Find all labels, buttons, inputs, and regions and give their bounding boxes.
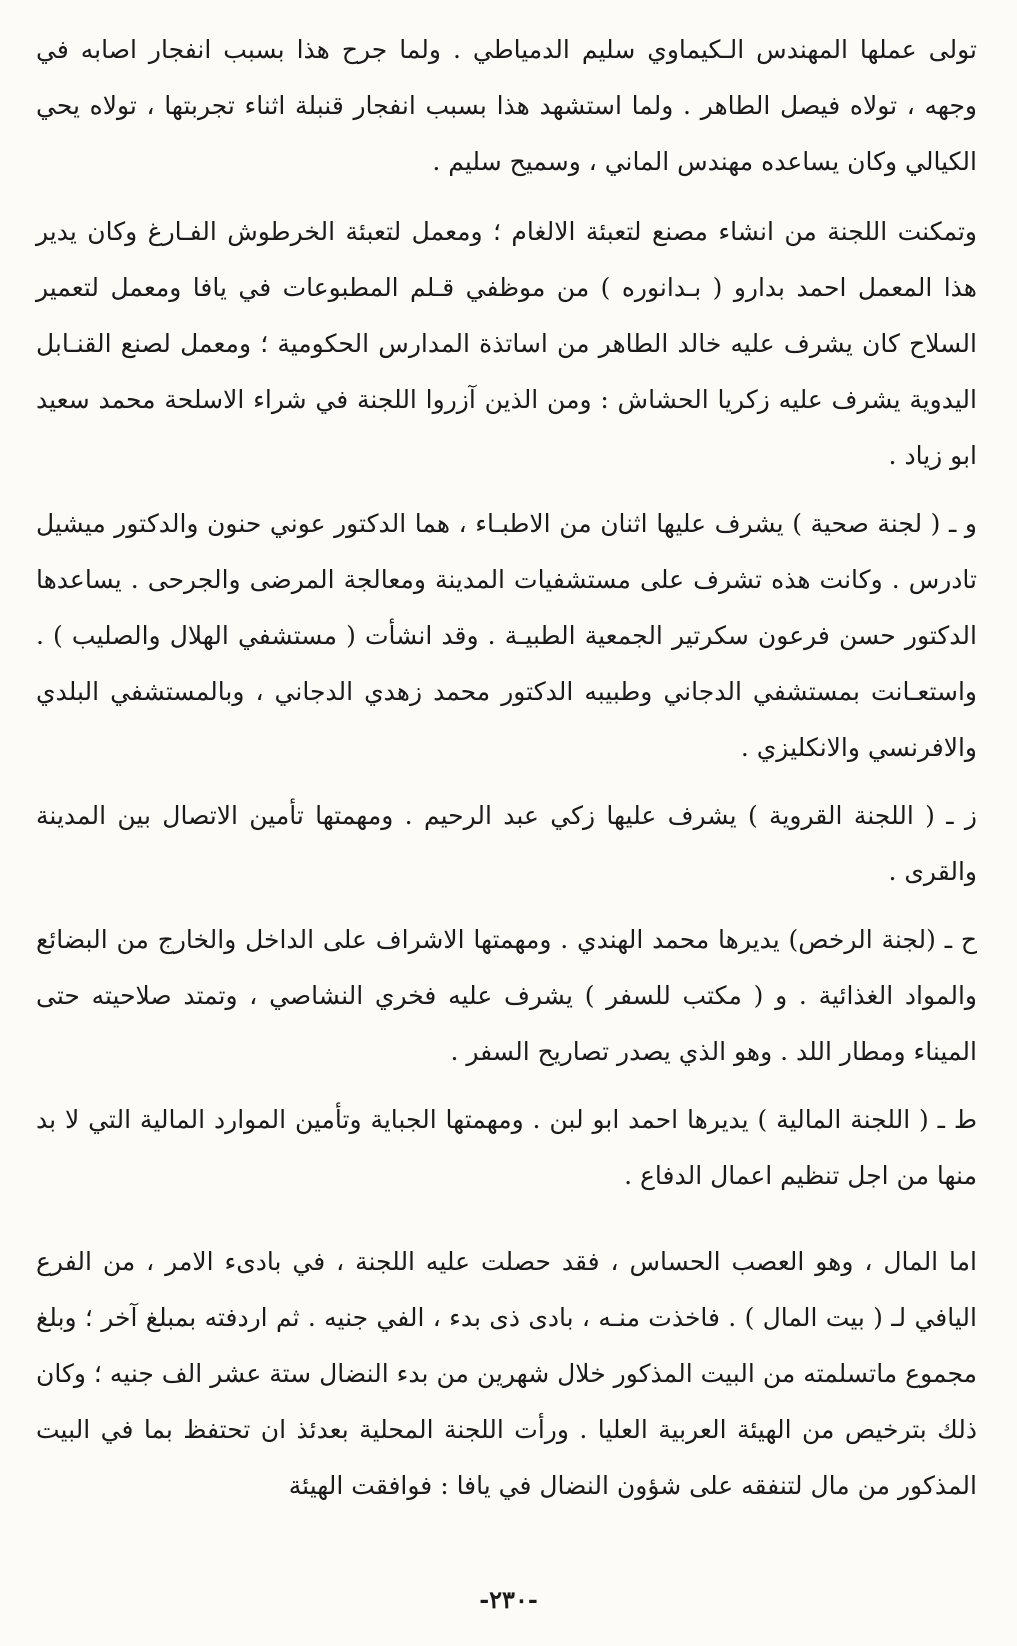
paragraph-village-committee: ز ـ ( اللجنة القروية ) يشرف عليها زكي عبد الرحيم . ومهمتها تأمين الاتصال بين المدينة والقرى . [36, 801, 977, 886]
page-number: -٢٣٠- [479, 1585, 538, 1614]
paragraph-permits-committee: ح ـ (لجنة الرخص) يديرها محمد الهندي . ومهمتها الاشراف على الداخل والخارج من البضائع والمواد الغذائية . و ( مكتب للسفر ) يشرف عليه فخري النشاصي ، وتمتد صلاحيته حتى الميناء ومطار اللد . وهو الذي يصدر تصاريح السفر . [36, 925, 977, 1066]
paragraph-workshops: وتمكنت اللجنة من انشاء مصنع لتعبئة الالغام ؛ ومعمل لتعبئة الخرطوش الفـارغ وكان يدير هذا المعمل احمد بدارو ( بـدانوره ) من موظفي قـلم المطبوعات في يافا ومعمل لتعمير السلاح كان يشرف عليه خالد الطاهر من اساتذة المدارس الحكومية ؛ ومعمل لصنع القنـابل اليدوية يشرف عليه زكريا الحشاش : ومن الذين آزروا اللجنة في شراء الاسلحة محمد سعيد ابو زياد . [36, 217, 977, 470]
paragraph-health-committee: و ـ ( لجنة صحية ) يشرف عليها اثنان من الاطبـاء ، هما الدكتور عوني حنون والدكتور ميشيل تادرس . وكانت هذه تشرف على مستشفيات المدينة ومعالجة المرضى والجرحى . يساعدها الدكتور حسن فرعون سكرتير الجمعية الطبيـة . وقد انشأت ( مستشفي الهلال والصليب ) . واستعـانت بمستشفي الدجاني وطبيبه الدكتور محمد زهدي الدجاني ، وبالمستشفي البلدي والافرنسي والانكليزي . [36, 509, 977, 762]
paragraph-funding: اما المال ، وهو العصب الحساس ، فقد حصلت عليه اللجنة ، في بادىء الامر ، من الفرع اليافي لـ ( بيت المال ) . فاخذت منـه ، بادى ذى بدء ، الفي جنيه . ثم اردفته بمبلغ آخر ؛ وبلغ مجموع ماتسلمته من البيت المذكور خلال شهرين من بدء النضال ستة عشر الف جنيه ؛ وكان ذلك بترخيص من الهيئة العربية العليا . ورأت اللجنة المحلية بعدئذ ان تحتفظ بما في البيت المذكور من مال لتنفقه على شؤون النضال في يافا : فوافقت الهيئة [36, 1247, 977, 1500]
paragraph-finance-committee: ط ـ ( اللجنة المالية ) يديرها احمد ابو لبن . ومهمتها الجباية وتأمين الموارد المالية التي لا بد منها من اجل تنظيم اعمال الدفاع . [36, 1105, 977, 1190]
paragraph-engineers: تولى عملها المهندس الـكيماوي سليم الدمياطي . ولما جرح هذا بسبب انفجار اصابه في وجهه ، تولاه فيصل الطاهر . ولما استشهد هذا بسبب انفجار قنبلة اثناء تجربتها ، تولاه يحي الكيالي وكان يساعده مهندس الماني ، وسميح سليم . [36, 35, 977, 176]
